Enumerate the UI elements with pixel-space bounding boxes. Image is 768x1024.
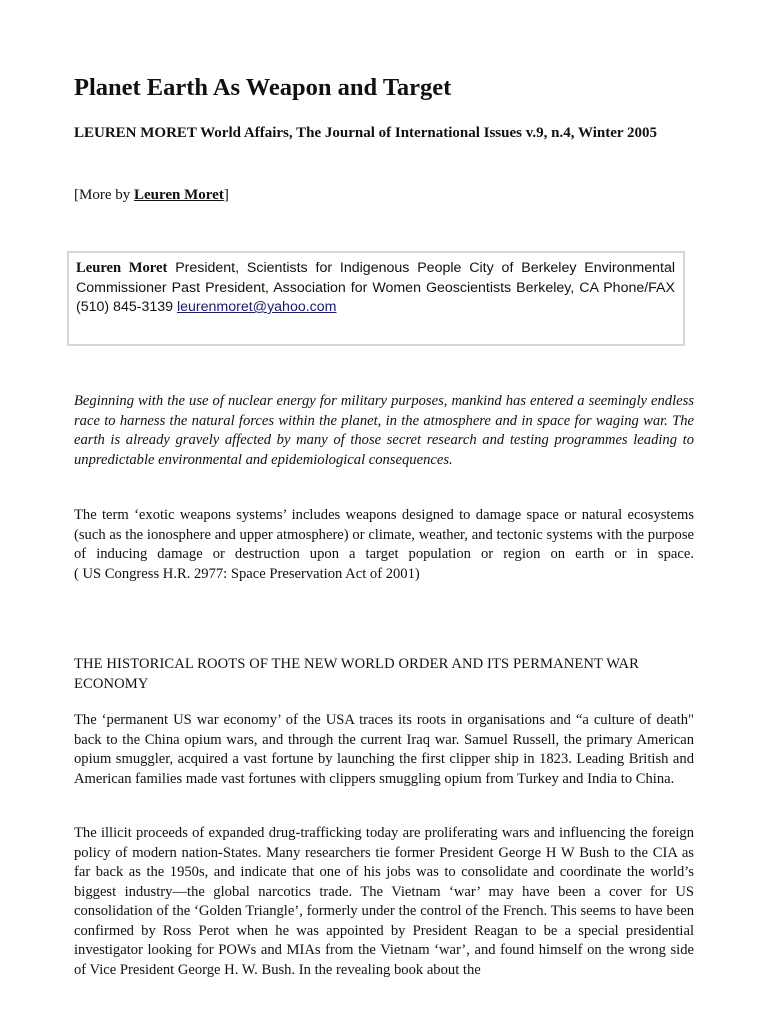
- author-info-box: [67, 251, 685, 346]
- author-name: Leuren Moret: [76, 260, 168, 276]
- definition-paragraph: [74, 506, 694, 584]
- body-paragraph: The ‘permanent US war economy’ of the USA traces its roots in organisations and “a culture of death" back to the China opium wars, and through the current Iraq war. Samuel Russell, the primary American opium smuggler, acquired a vast fortune by launching the first clipper ship in 1823. Leading British and American families made vast fortunes with clippers smuggling opium from Turkey and India to China.: [74, 712, 694, 787]
- article-byline: LEUREN MORET World Affairs, The Journal of International Issues v.9, n.4, Winter 2005: [74, 125, 658, 141]
- section-heading: THE HISTORICAL ROOTS OF THE NEW WORLD ORDER AND ITS PERMANENT WAR ECONOMY: [74, 656, 640, 692]
- author-info: [76, 259, 675, 318]
- more-by-line: [74, 185, 229, 205]
- body-paragraph: The illicit proceeds of expanded drug-trafficking today are proliferating wars and influencing the foreign policy of modern nation-States. Many researchers tie former President George H W Bush to the CIA as far back as the 1950s, and indicate that one of his jobs was to consolidate and coordinate the world’s biggest industry—the global narcotics trade. The Vietnam ‘war’ may have been a cover for US consolidation of the ‘Golden Triangle’, formerly under the control of the French. This seems to have been confirmed by Ross Perot when he was appointed by President Reagan to be a special presidential investigator looking for POWs and MIAs from the Vietnam ‘war’, and found himself on the wrong side of Vice President George H. W. Bush. In the revealing book about the: [74, 825, 694, 978]
- definition-text: The term ‘exotic weapons systems’ includes weapons designed to damage space or natural ecosystems (such as the ionosphere and upper atmosphere) or climate, weather, and tectonic systems with the purpose of inducing damage or destruction upon a target population or region on earth or in space.: [74, 507, 694, 562]
- author-email-link[interactable]: leurenmoret@yahoo.com: [176, 299, 337, 315]
- more-by-suffix: ]: [223, 187, 229, 203]
- author-link[interactable]: Leuren Moret: [134, 187, 224, 203]
- article-title: Planet Earth As Weapon and Target: [74, 74, 452, 101]
- author-details: President, Scientists for Indigenous People City of Berkeley Environmental Commissioner Past President, Association for Women Geoscientists Berkeley, CA Phone/FAX (510) 845-3139: [76, 260, 675, 315]
- intro-paragraph: Beginning with the use of nuclear energy for military purposes, mankind has entered a seemingly endless race to harness the natural forces within the planet, in the atmosphere and in space for waging war. The earth is already gravely affected by many of those secret research and testing programmes leading to unpredictable environmental and epidemiological consequences.: [74, 393, 694, 468]
- more-by-prefix: [More by: [74, 187, 134, 203]
- definition-source: ( US Congress H.R. 2977: Space Preservation Act of 2001): [74, 565, 420, 582]
